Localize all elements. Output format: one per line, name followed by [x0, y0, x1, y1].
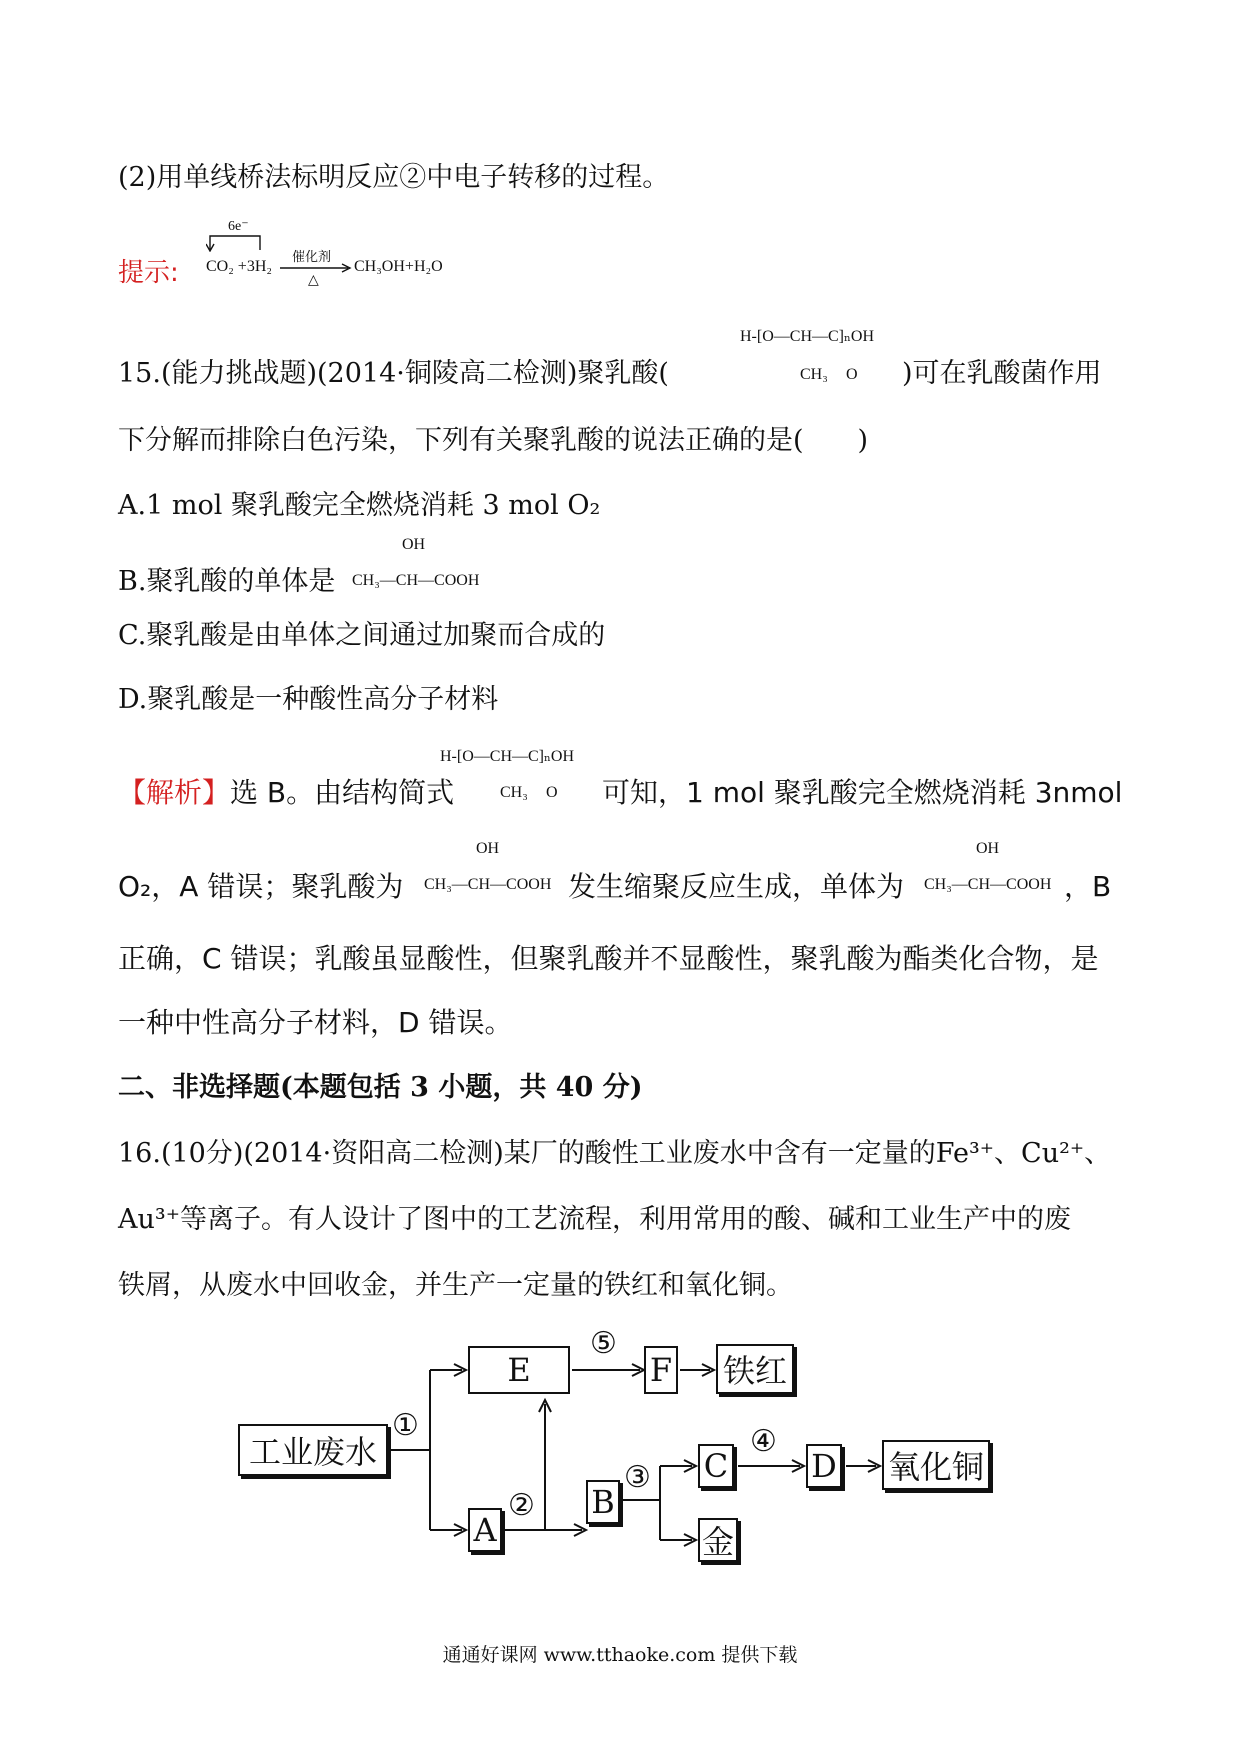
- analysis-line-2-b: 发生缩聚反应生成，单体为: [568, 870, 905, 903]
- analysis-line-4: 一种中性高分子材料，D 错误。: [118, 1006, 513, 1039]
- question-15-stem-suffix: )可在乳酸菌作用: [902, 358, 1102, 389]
- analysis-line-2-c: ，B: [1064, 870, 1112, 903]
- flow-box-c: C: [698, 1444, 734, 1488]
- analysis-monomer-1: CH₃—CH—COOH: [424, 876, 552, 893]
- flow-box-copper-oxide: 氧化铜: [882, 1440, 990, 1490]
- flow-step-3: ③: [624, 1460, 651, 1495]
- question-15-stem-line2: 下分解而排除白色污染，下列有关聚乳酸的说法正确的是( ): [118, 425, 869, 456]
- monomer-oh: OH: [402, 536, 426, 553]
- analysis-line-3: 正确，C 错误；乳酸虽显酸性，但聚乳酸并不显酸性，聚乳酸为酯类化合物，是: [118, 942, 1099, 975]
- flow-box-gold: 金: [698, 1518, 738, 1562]
- monomer-formula: CH₃—CH—COOH: [352, 572, 480, 589]
- flow-box-iron-red: 铁红: [716, 1344, 794, 1394]
- flow-box-d: D: [806, 1444, 842, 1488]
- flow-box-f: F: [644, 1346, 678, 1394]
- section-2-heading: 二、非选择题(本题包括 3 小题，共 40 分): [118, 1072, 643, 1103]
- polymer-formula: H-[O—CH—C]ₙOH: [740, 328, 875, 345]
- question-15-stem-prefix: 15.(能力挑战题)(2014·铜陵高二检测)聚乳酸(: [118, 358, 669, 389]
- analysis-monomer-oh-1: OH: [476, 840, 500, 857]
- analysis-polymer-ch3: CH₃: [500, 784, 528, 801]
- flow-box-b: B: [586, 1480, 620, 1524]
- hint-label: 提示:: [118, 258, 179, 288]
- analysis-line-1-a: 选 B。由结构简式: [230, 776, 455, 809]
- question-16-line-2: Au³⁺等离子。有人设计了图中的工艺流程，利用常用的酸、碱和工业生产中的废: [118, 1204, 1071, 1235]
- question-16-line-1: 16.(10分)(2014·资阳高二检测)某厂的酸性工业废水中含有一定量的Fe³⁺、Cu²⁺、: [118, 1138, 1112, 1169]
- question-16-line-3: 铁屑，从废水中回收金，并生产一定量的铁红和氧化铜。: [118, 1270, 793, 1301]
- analysis-tag: 【解析】: [118, 776, 231, 809]
- flow-step-2: ②: [508, 1488, 535, 1523]
- analysis-polymer-o: O: [546, 784, 558, 801]
- analysis-polymer-formula: H-[O—CH—C]ₙOH: [440, 748, 575, 765]
- question-14-part-2: (2)用单线桥法标明反应②中电子转移的过程。: [118, 162, 670, 193]
- reaction-heat: △: [308, 273, 319, 288]
- page-footer: 通通好课网 www.tthaoke.com 提供下载: [442, 1644, 798, 1666]
- reaction-reactants: CO₂ +3H₂: [206, 258, 272, 275]
- flow-step-4: ④: [750, 1424, 777, 1459]
- flow-step-5: ⑤: [590, 1326, 617, 1361]
- option-a: A.1 mol 聚乳酸完全燃烧消耗 3 mol O₂: [118, 490, 601, 521]
- electron-count: 6e⁻: [228, 219, 249, 234]
- flow-box-waste-water: 工业废水: [238, 1424, 388, 1476]
- reaction-products: CH₃OH+H₂O: [354, 258, 443, 275]
- reaction-catalyst: 催化剂: [292, 249, 332, 264]
- analysis-line-2-a: O₂，A 错误；聚乳酸为: [118, 870, 404, 903]
- polymer-ch3: CH₃: [800, 366, 828, 383]
- flow-box-e: E: [468, 1346, 570, 1394]
- flow-step-1: ①: [392, 1408, 419, 1443]
- option-d: D.聚乳酸是一种酸性高分子材料: [118, 684, 499, 715]
- option-c: C.聚乳酸是由单体之间通过加聚而合成的: [118, 620, 606, 651]
- analysis-monomer-2: CH₃—CH—COOH: [924, 876, 1052, 893]
- analysis-line-1-b: 可知，1 mol 聚乳酸完全燃烧消耗 3nmol: [602, 776, 1123, 809]
- analysis-monomer-oh-2: OH: [976, 840, 1000, 857]
- polymer-o: O: [846, 366, 858, 383]
- option-b: B.聚乳酸的单体是: [118, 566, 336, 597]
- flow-box-a: A: [468, 1508, 502, 1552]
